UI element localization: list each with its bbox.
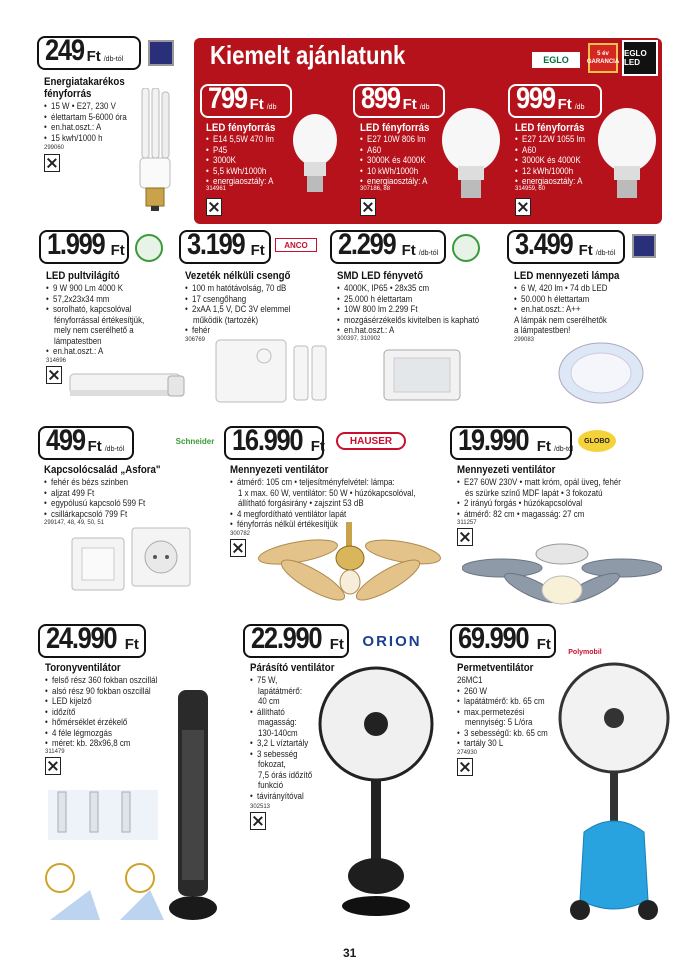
weee-bin-icon [46, 366, 62, 384]
product-code: 300782 [230, 531, 251, 537]
spec-list [44, 101, 127, 143]
spec-item: • átmérő: 105 cm • teljesítményfelvétel: lámpa: [230, 477, 395, 488]
price-unit: /db-tól [418, 250, 439, 257]
spec-item: • sorolható, kapcsolóval [46, 304, 131, 315]
price-currency: Ft [249, 96, 264, 113]
price-tag [450, 426, 572, 460]
price-tag [38, 426, 134, 460]
spec-item: • 5,5 kWh/1000h [206, 166, 274, 177]
product-model: 26MC1 [457, 675, 483, 685]
led-bulb-image [596, 106, 658, 206]
weee-bin-icon [45, 757, 61, 775]
spec-item: • A60 [515, 145, 585, 156]
price-tag [179, 230, 271, 264]
airflow-diagram-image [40, 780, 168, 930]
spec-list-continued [258, 759, 312, 791]
spec-list [185, 325, 210, 336]
spec-list [457, 728, 548, 749]
product-title: Mennyezeti ventilátor [230, 464, 329, 476]
floodlight-image [380, 346, 464, 408]
spec-item: • csillárkapcsoló 799 Ft [44, 509, 145, 520]
spec-item: • 6 W, 420 lm • 74 db LED [514, 283, 607, 294]
spec-item: • 4 megfordítható ventilátor lapát [230, 509, 346, 520]
recycle-badge-icon [135, 234, 163, 262]
spec-item: • LED kijelző [45, 696, 157, 707]
orion-logo: ORION [362, 632, 422, 650]
price-tag [508, 84, 602, 118]
spec-list [45, 675, 157, 749]
product-title: LED fényforrás [206, 122, 276, 134]
ceiling-led-lamp-image [556, 337, 646, 407]
banner-title: Kiemelt ajánlatunk [210, 40, 406, 70]
weee-bin-icon [360, 198, 376, 216]
spec-item: • 10 kWh/1000h [360, 166, 427, 177]
spec-list [514, 283, 607, 315]
product-code: 311257 [457, 520, 477, 526]
spec-item: 7,5 órás időzítő [258, 769, 313, 780]
price-unit: /db-tól [103, 56, 124, 63]
spec-list [457, 477, 621, 488]
price-amount: 249 [45, 34, 84, 67]
price-amount: 499 [46, 424, 85, 457]
spec-item: • 4000K, IP65 • 28x35 cm [337, 283, 479, 294]
spec-item: • tartály 30 L [457, 738, 548, 749]
spec-list [250, 707, 285, 718]
spec-list [44, 477, 145, 519]
spec-list [230, 477, 395, 488]
spec-item: és szürke színű MDF lapát • 3 fokozatú [465, 487, 603, 498]
spec-item: • 75 W, [250, 675, 277, 686]
spec-item: • 15 W • E27, 230 V [44, 101, 127, 112]
spec-item: • egypólusú kapcsoló 599 Ft [44, 498, 145, 509]
spec-item: funkció [258, 780, 284, 790]
price-unit: /db-tól [104, 446, 125, 453]
spec-item: magasság: [258, 717, 297, 727]
spec-item: lapátátmérő: [258, 685, 303, 696]
product-title: Vezeték nélküli csengő [185, 270, 291, 282]
product-title: LED mennyezeti lámpa [514, 270, 620, 282]
spec-item: működik (tartozék) [193, 314, 259, 325]
spec-item: • 3000K és 4000K [360, 155, 427, 166]
spec-item: • 57,2x23x34 mm [46, 294, 131, 305]
spec-item: • fehér [185, 325, 210, 336]
price-amount: 16.990 [232, 424, 303, 457]
price-amount: 799 [208, 82, 247, 115]
spec-item: • en.hat.oszt.: A [337, 325, 479, 336]
led-bulb-image [290, 110, 340, 200]
price-amount: 2.299 [338, 228, 396, 261]
spec-item: • élettartam 5-6000 óra [44, 112, 127, 123]
price-currency: Ft [557, 96, 572, 113]
globo-logo: GLOBO [578, 430, 616, 452]
spec-item: • 3000K [206, 155, 274, 166]
spec-item: 1 x max. 60 W, ventilátor: 50 W • húzókapcsolóval, [238, 487, 416, 498]
eglo-logo: EGLO [532, 52, 580, 68]
price-unit: /db [574, 104, 585, 111]
product-code: 314696 [46, 358, 67, 364]
switch-socket-image [70, 524, 194, 602]
price-amount: 3.499 [515, 228, 573, 261]
led-bulb-image [440, 106, 502, 206]
weee-bin-icon [44, 154, 60, 172]
price-tag [37, 36, 141, 70]
spec-item: • A60 [360, 145, 427, 156]
spec-item: állítható forgásirány • zajszint 53 dB [238, 498, 364, 508]
product-code: 299060 [44, 145, 65, 151]
price-tag [38, 624, 146, 658]
spec-item: • mozgásérzékelős kivitelben is kapható [337, 315, 479, 326]
price-currency: Ft [401, 242, 416, 259]
product-title: Toronyventilátor [45, 662, 121, 674]
spec-list-continued [238, 488, 416, 509]
spec-list [185, 283, 290, 315]
spec-list-continued [465, 488, 602, 499]
spec-item: • energiaosztály: A [515, 176, 585, 187]
product-title: Energiatakarékos [44, 76, 125, 88]
spec-list-continued [465, 717, 532, 728]
weee-bin-icon [230, 539, 246, 557]
price-amount: 19.990 [458, 424, 529, 457]
spec-item: • 50.000 h élettartam [514, 294, 607, 305]
spec-list [457, 498, 584, 519]
cfl-bulb-image [130, 88, 180, 213]
spec-item: 40 cm [258, 696, 280, 706]
price-amount: 1.999 [47, 228, 105, 261]
eglo-led-logo: EGLO LED [622, 40, 658, 76]
spec-list [515, 134, 585, 187]
price-tag [507, 230, 625, 264]
product-code: 299147, 48, 49, 50, 51 [44, 520, 105, 526]
price-currency: Ft [310, 438, 325, 455]
price-currency: Ft [86, 48, 101, 65]
under-cabinet-light-image [68, 368, 190, 408]
price-currency: Ft [250, 242, 265, 259]
spec-item: • méret: kb. 28x96,8 cm [45, 738, 157, 749]
weee-bin-icon [515, 198, 531, 216]
spec-item: • 4 féle légmozgás [45, 728, 157, 739]
price-tag [330, 230, 446, 264]
spec-list [360, 134, 427, 187]
brand-logo [148, 40, 174, 66]
polymobil-logo: Polymobil [568, 649, 602, 656]
spec-item: • 25.000 h élettartam [337, 294, 479, 305]
brand-logo [632, 234, 656, 258]
spec-item: 130-140cm [258, 727, 298, 738]
price-amount: 899 [361, 82, 400, 115]
price-unit: /db [266, 104, 277, 111]
spec-item: • E14 5,5W 470 lm [206, 134, 274, 145]
spec-item: • 260 W [457, 686, 545, 697]
spec-list-continued [193, 315, 258, 326]
product-code: 299083 [514, 337, 535, 343]
price-unit: /db-tól [553, 446, 574, 453]
spec-list-continued [514, 315, 607, 336]
product-code: 306769 [185, 337, 206, 343]
price-tag [353, 84, 445, 118]
product-title: LED pultvilágító [46, 270, 120, 282]
price-tag [224, 426, 324, 460]
spec-item: • 17 csengőhang [185, 294, 290, 305]
spec-item: • alsó rész 90 fokban oszcillál [45, 686, 157, 697]
weee-bin-icon [206, 198, 222, 216]
spec-item: • 3000K és 4000K [515, 155, 585, 166]
spec-item: • állítható [250, 707, 285, 718]
product-title: Permetventilátor [457, 662, 534, 674]
product-code: 314959, 60 [515, 186, 546, 192]
price-unit: /db [419, 104, 430, 111]
spec-list [46, 346, 103, 357]
spec-item: • en.hat.oszt.: A++ [514, 304, 607, 315]
spec-list [250, 738, 308, 759]
product-title: fényforrás [44, 88, 92, 100]
ceiling-fan-wood-image [258, 522, 442, 618]
spec-item: • 10W 800 lm 2.299 Ft [337, 304, 479, 315]
spec-item: • energiaosztály: A [206, 176, 274, 187]
spec-item: mennyiség: 5 L/óra [465, 717, 533, 727]
spec-item: • en.hat.oszt.: A [46, 346, 103, 357]
doorbell-image [214, 336, 330, 406]
spec-item: • fényforrás nélkül értékesítjük [230, 519, 346, 530]
spec-item: • hőmérséklet érzékelő [45, 717, 157, 728]
spec-list [250, 675, 277, 686]
product-code: 311479 [45, 749, 65, 755]
spec-item: • 3,2 L víztartály [250, 738, 308, 749]
price-amount: 69.990 [458, 622, 529, 655]
price-tag [450, 624, 556, 658]
hauser-logo: HAUSER [336, 432, 406, 450]
spec-list [457, 686, 545, 718]
spec-item: fényforrással értékesítjük, [54, 314, 145, 325]
mist-sprayer-fan-image [556, 660, 672, 930]
spec-item: A lámpák nem cserélhetők [514, 314, 607, 325]
weee-bin-icon [250, 812, 266, 830]
price-currency: Ft [402, 96, 417, 113]
spec-item: • időzítő [45, 707, 157, 718]
price-currency: Ft [87, 438, 102, 455]
schneider-logo: Schneider [175, 436, 215, 446]
product-code: 314961 [206, 186, 227, 192]
spec-item: • fehér és bézs szinben [44, 477, 145, 488]
spec-item: • lapátátmérő: kb. 65 cm [457, 696, 545, 707]
spec-item: • 3 sebesség [250, 749, 308, 760]
spec-item: • 15 kwh/1000 h [44, 133, 127, 144]
price-currency: Ft [536, 438, 551, 455]
product-title: SMD LED fényvető [337, 270, 424, 282]
spec-item: • en.hat.oszt.: A [44, 122, 127, 133]
guarantee-badge: 5 év GARANCIA [588, 43, 618, 73]
spec-item: mely nem cserélhető a [54, 325, 134, 335]
product-title: Párásító ventilátor [250, 662, 335, 674]
spec-item: • energiaosztály: A [360, 176, 427, 187]
spec-item: • 100 m hatótávolság, 70 dB [185, 283, 290, 294]
spec-item: • E27 10W 806 lm [360, 134, 427, 145]
spec-item: • 2 irányú forgás • húzókapcsolóval [457, 498, 584, 509]
spec-list-continued [258, 686, 302, 707]
spec-item: • 3 sebességű: kb. 65 cm [457, 728, 548, 739]
spec-item: • felső rész 360 fokban oszcillál [45, 675, 157, 686]
product-title: Mennyezeti ventilátor [457, 464, 556, 476]
misting-fan-image [316, 664, 436, 920]
product-code: 300397, 310902 [337, 336, 381, 342]
price-currency: Ft [110, 242, 125, 259]
spec-item: • aljzat 499 Ft [44, 488, 145, 499]
product-code: 307186, 88 [360, 186, 391, 192]
spec-item: • 2xAA 1,5 V, DC 3V elemmel [185, 304, 290, 315]
price-currency: Ft [124, 636, 139, 653]
spec-item: • átmérő: 82 cm • magasság: 27 cm [457, 509, 584, 520]
recycle-badge-icon [452, 234, 480, 262]
spec-item: lámpatestben [54, 335, 102, 346]
price-amount: 3.199 [187, 228, 245, 261]
spec-list [250, 791, 304, 802]
spec-item: • E27 12W 1055 lm [515, 134, 585, 145]
spec-list-continued [54, 315, 144, 347]
spec-item: a lámpatestben! [514, 325, 571, 335]
price-tag [243, 624, 349, 658]
spec-list-continued [258, 717, 298, 738]
price-tag [39, 230, 129, 264]
weee-bin-icon [457, 758, 473, 776]
anco-logo: ANCO [275, 238, 317, 252]
product-title: Kapcsolócsalád „Asfora" [44, 464, 161, 476]
product-title: LED fényforrás [515, 122, 585, 134]
price-amount: 24.990 [46, 622, 117, 655]
spec-list [206, 134, 274, 187]
spec-item: • 9 W 900 Lm 4000 K [46, 283, 131, 294]
spec-item: • 12 kWh/1000h [515, 166, 585, 177]
product-title: LED fényforrás [360, 122, 430, 134]
spec-item: • max.permetezési [457, 707, 545, 718]
price-tag [200, 84, 292, 118]
price-unit: /db-tól [595, 250, 616, 257]
price-currency: Ft [578, 242, 593, 259]
ceiling-fan-grey-image [462, 530, 662, 614]
spec-item: • P45 [206, 145, 274, 156]
spec-item: • E27 60W 230V • matt króm, opál üveg, fehér [457, 477, 621, 488]
product-code: 302513 [250, 804, 271, 810]
spec-item: • távirányítóval [250, 791, 304, 802]
tower-fan-image [168, 690, 218, 922]
spec-item: fokozat, [258, 759, 286, 769]
spec-list [46, 283, 131, 315]
product-code: 274930 [457, 750, 478, 756]
page-number: 31 [343, 946, 357, 960]
price-amount: 22.990 [251, 622, 322, 655]
price-currency: Ft [536, 636, 551, 653]
price-amount: 999 [516, 82, 555, 115]
price-currency: Ft [329, 636, 344, 653]
spec-list [337, 283, 479, 336]
